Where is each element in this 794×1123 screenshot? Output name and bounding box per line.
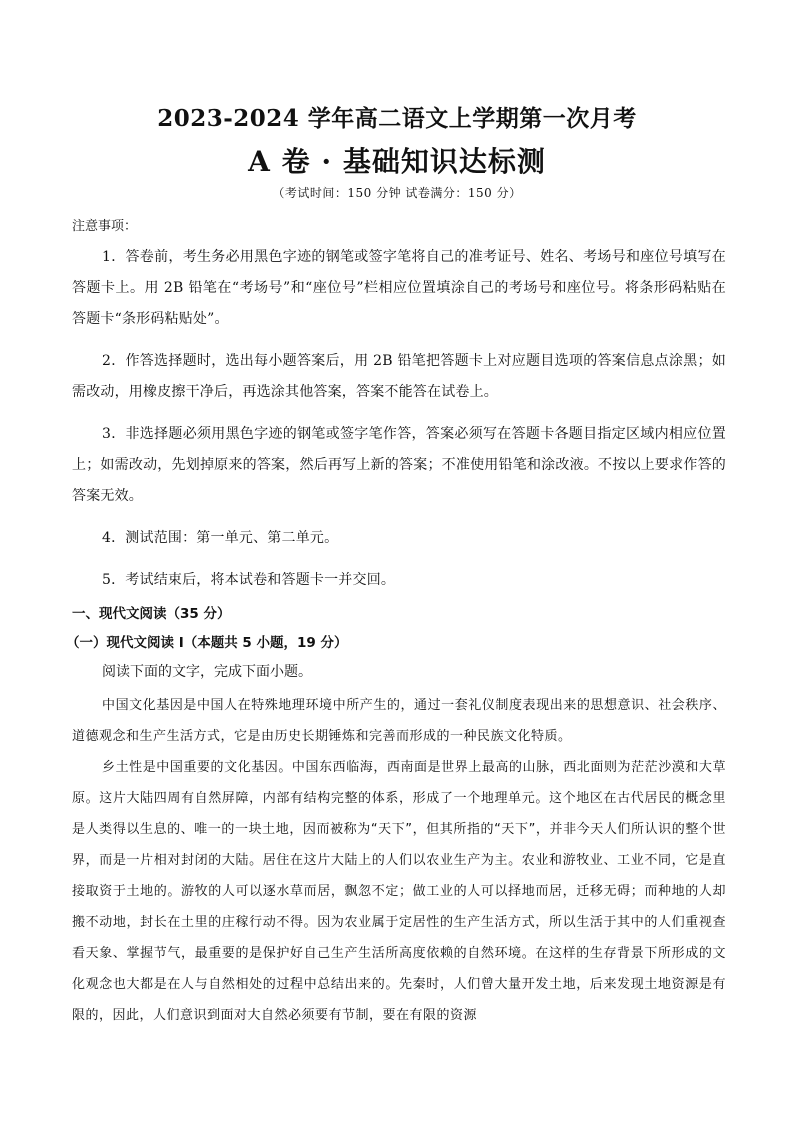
- notice-item: 2．作答选择题时，选出每小题答案后，用 2B 铅笔把答题卡上对应题目选项的答案信息点涂黑；如需改动，用橡皮擦干净后，再选涂其他答案，答案不能答在试卷上。: [72, 353, 726, 400]
- notice-item: 3．非选择题必须用黑色字迹的钢笔或签字笔作答，答案必须写在答题卡各题目指定区域内相应位置上；如需改动，先划掉原来的答案，然后再写上新的答案；不准使用铅笔和涂改液。不按以上要求作答的答案无效。: [72, 426, 726, 504]
- reading-instruction: 阅读下面的文字，完成下面小题。: [102, 664, 312, 680]
- notice-heading: 注意事项：: [72, 219, 138, 234]
- notice-item: 5．考试结束后，将本试卷和答题卡一并交回。: [102, 572, 396, 588]
- notice-item: 4．测试范围：第一单元、第二单元。: [102, 530, 339, 546]
- notice-item: 1．答卷前，考生务必用黑色字迹的钢笔或签字笔将自己的准考证号、姓名、考场号和座位号填写在答题卡上。用 2B 铅笔在“考场号”和“座位号”栏相应位置填涂自己的考场号和座位号。将条形码粘贴在答题卡“条形码粘贴处”。: [72, 249, 726, 327]
- exam-subtitle-title: A 卷 · 基础知识达标测: [248, 145, 546, 178]
- notice-list: [72, 242, 726, 607]
- reading-passage: [72, 690, 726, 1031]
- subsection-heading: （一）现代文阅读 I（本题共 5 小题，19 分）: [66, 635, 348, 651]
- passage-paragraph: 中国文化基因是中国人在特殊地理环境中所产生的，通过一套礼仪制度表现出来的思想意识、社会秩序、道德观念和生产生活方式，它是由历史长期锤炼和完善而形成的一种民族文化特质。: [72, 698, 726, 744]
- passage-paragraph: 乡土性是中国重要的文化基因。中国东西临海，西南面是世界上最高的山脉，西北面则为茫茫沙漠和大草原。这片大陆四周有自然屏障，内部有结构完整的体系，形成了一个地理单元。这个地区在古代居民的概念里是人类得以生息的、唯一的一块土地，因而被称为“天下”，但其所指的“天下”，并非今天人们所认识的整个世界，而是一片相对封闭的大陆。居住在这片大陆上的人们以农业生产为主。农业和游牧业、工业不同，它是直接取资于土地的。游牧的人可以逐水草而居，飘忽不定；做工业的人可以择地而居，迁移无碍；而种地的人却搬不动地，封长在土里的庄稼行动不得。因为农业属于定居性的生产生活方式，所以生活于其中的人们重视查看天象、掌握节气，最重要的是保护好自己生产生活所高度依赖的自然环境。在这样的生存背景下所形成的文化观念也大都是在人与自然相处的过程中总结出来的。先秦时，人们曾大量开发土地，后来发现土地资源是有限的，因此，人们意识到面对大自然必须要有节制，要在有限的资源: [72, 760, 726, 1023]
- section-heading: 一、现代文阅读（35 分）: [72, 606, 231, 622]
- exam-time-and-score: （考试时间：150 分钟 试卷满分：150 分）: [272, 186, 522, 200]
- exam-title: 2023-2024 学年高二语文上学期第一次月考: [157, 105, 637, 132]
